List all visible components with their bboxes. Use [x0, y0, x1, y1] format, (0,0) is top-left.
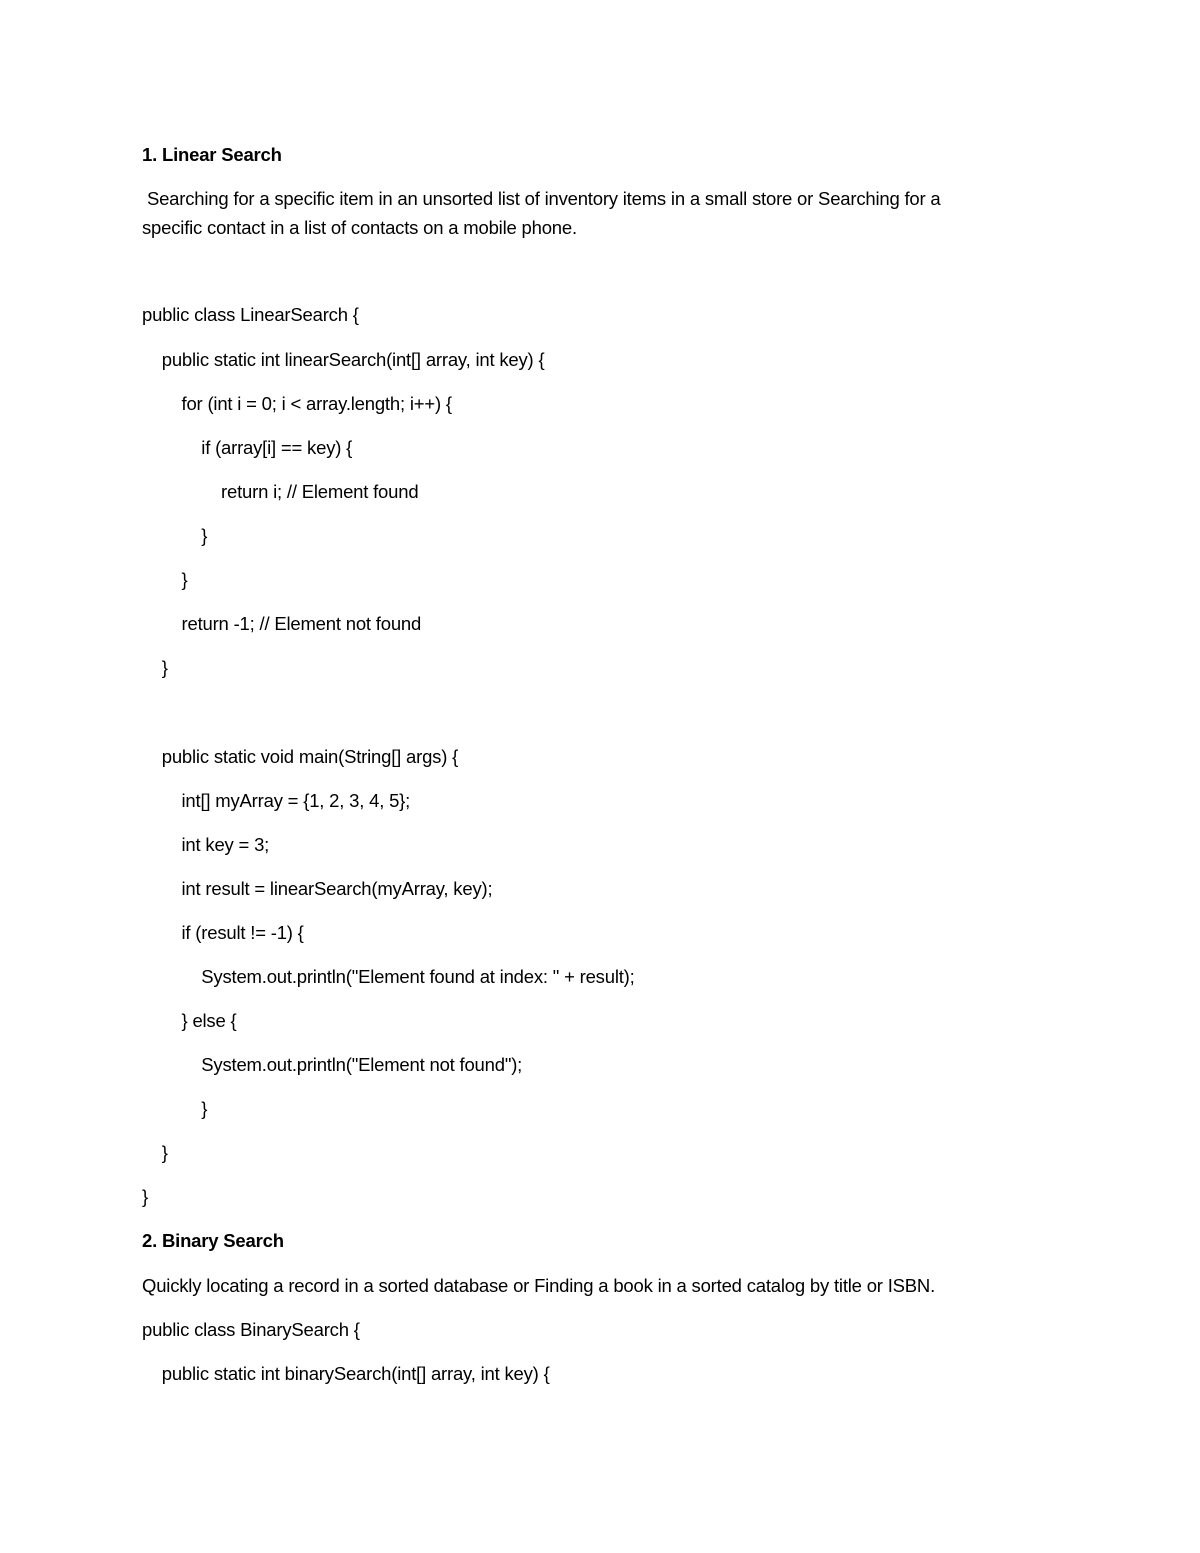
code-line: public class BinarySearch { [142, 1319, 360, 1340]
code-line: public static void main(String[] args) { [142, 746, 459, 767]
code-line: public static int binarySearch(int[] array, int key) { [142, 1363, 550, 1384]
code-line: } [142, 1142, 168, 1163]
code-line: } [142, 525, 208, 546]
code-line: public class LinearSearch { [142, 304, 359, 325]
code-line: } else { [142, 1010, 237, 1031]
code-line: } [142, 569, 188, 590]
code-line: int result = linearSearch(myArray, key); [142, 878, 493, 899]
section-1-description-line-2: specific contact in a list of contacts on a mobile phone. [142, 217, 577, 238]
code-line: System.out.println("Element found at index: " + result); [142, 966, 635, 987]
code-line: } [142, 1098, 208, 1119]
code-line: } [142, 657, 168, 678]
code-line: if (array[i] == key) { [142, 437, 353, 458]
section-2-description: Quickly locating a record in a sorted database or Finding a book in a sorted catalog by title or ISBN. [142, 1275, 936, 1296]
section-1-heading: 1. Linear Search [142, 144, 282, 165]
code-line: System.out.println("Element not found"); [142, 1054, 523, 1075]
code-line: int key = 3; [142, 834, 270, 855]
section-1-description-line-1: Searching for a specific item in an unsorted list of inventory items in a small store or Searching for a [142, 188, 941, 209]
code-line: int[] myArray = {1, 2, 3, 4, 5}; [142, 790, 411, 811]
code-line: for (int i = 0; i < array.length; i++) { [142, 393, 452, 414]
code-line: if (result != -1) { [142, 922, 304, 943]
code-line: public static int linearSearch(int[] array, int key) { [142, 349, 545, 370]
code-line: } [142, 1186, 148, 1207]
section-2-heading: 2. Binary Search [142, 1230, 284, 1251]
code-line: return -1; // Element not found [142, 613, 422, 634]
code-line: return i; // Element found [142, 481, 419, 502]
